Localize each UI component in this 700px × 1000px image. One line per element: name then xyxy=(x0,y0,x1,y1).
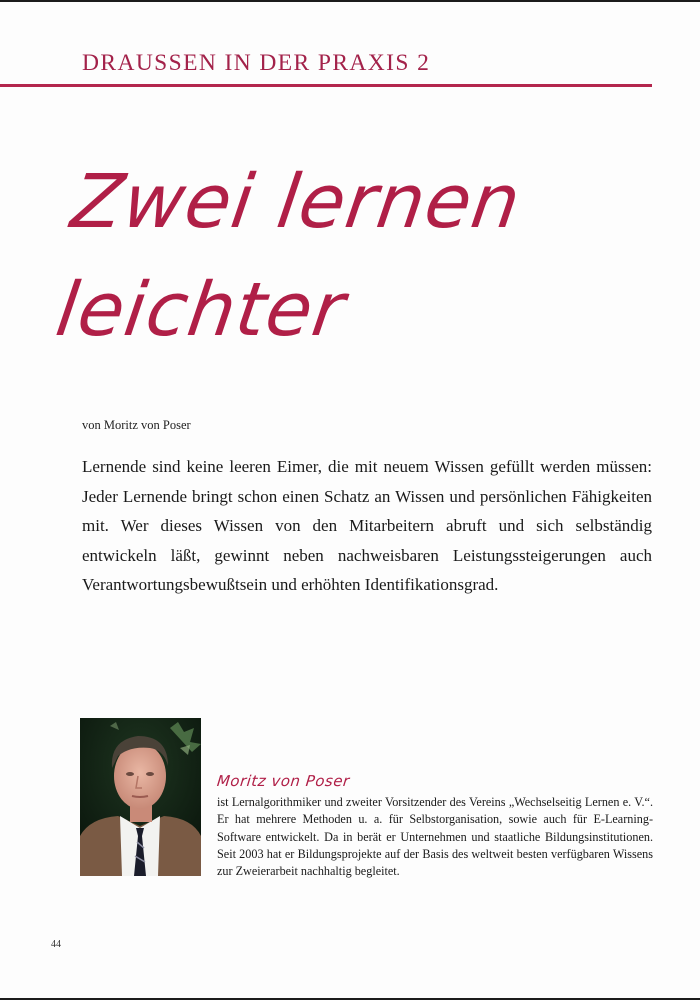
author-photo xyxy=(80,718,201,876)
author-name: Moritz von Poser xyxy=(216,772,351,790)
title-line-1: Zwei lernen xyxy=(66,159,527,245)
portrait-image xyxy=(80,718,201,876)
page-number: 44 xyxy=(51,939,61,950)
author-bio: ist Lernalgorithmiker und zweiter Vorsitzender des Vereins „Wechselseitig Lernen e. V.“. Er hat mehrere Methoden u. a. für Selbstorganisation, sowie auch für E-Learning-Software entwickelt. Da in berät er Unternehmen und staatliche Bildungsinstitutionen. Seit 2003 hat er Bildungsprojekte auf der Basis des weltweit besten verfügbaren Wissens zur Zweierarbeit nachhaltig begleitet. xyxy=(217,795,653,879)
header-rule xyxy=(0,84,652,87)
page-border-top xyxy=(0,0,700,2)
byline: von Moritz von Poser xyxy=(82,418,191,432)
title-line-2: leichter xyxy=(51,267,351,353)
section-header: DRAUSSEN IN DER PRAXIS 2 xyxy=(82,50,431,76)
lead-paragraph xyxy=(82,452,652,600)
article-title xyxy=(50,148,528,364)
lead-text: Lernende sind keine leeren Eimer, die mit neuem Wissen gefüllt werden müssen: Jeder Lernende bringt schon einen Schatz an Wissen und persönlichen Fähigkeiten mit. Wer dieses Wissen von den Mitarbeitern abruft und sich selbständig entwickeln läßt, gewinnt neben nachweisbaren Leistungssteigerungen auch Verantwortungsbewußtsein und erhöhten Identifikationsgrad. xyxy=(82,457,652,594)
